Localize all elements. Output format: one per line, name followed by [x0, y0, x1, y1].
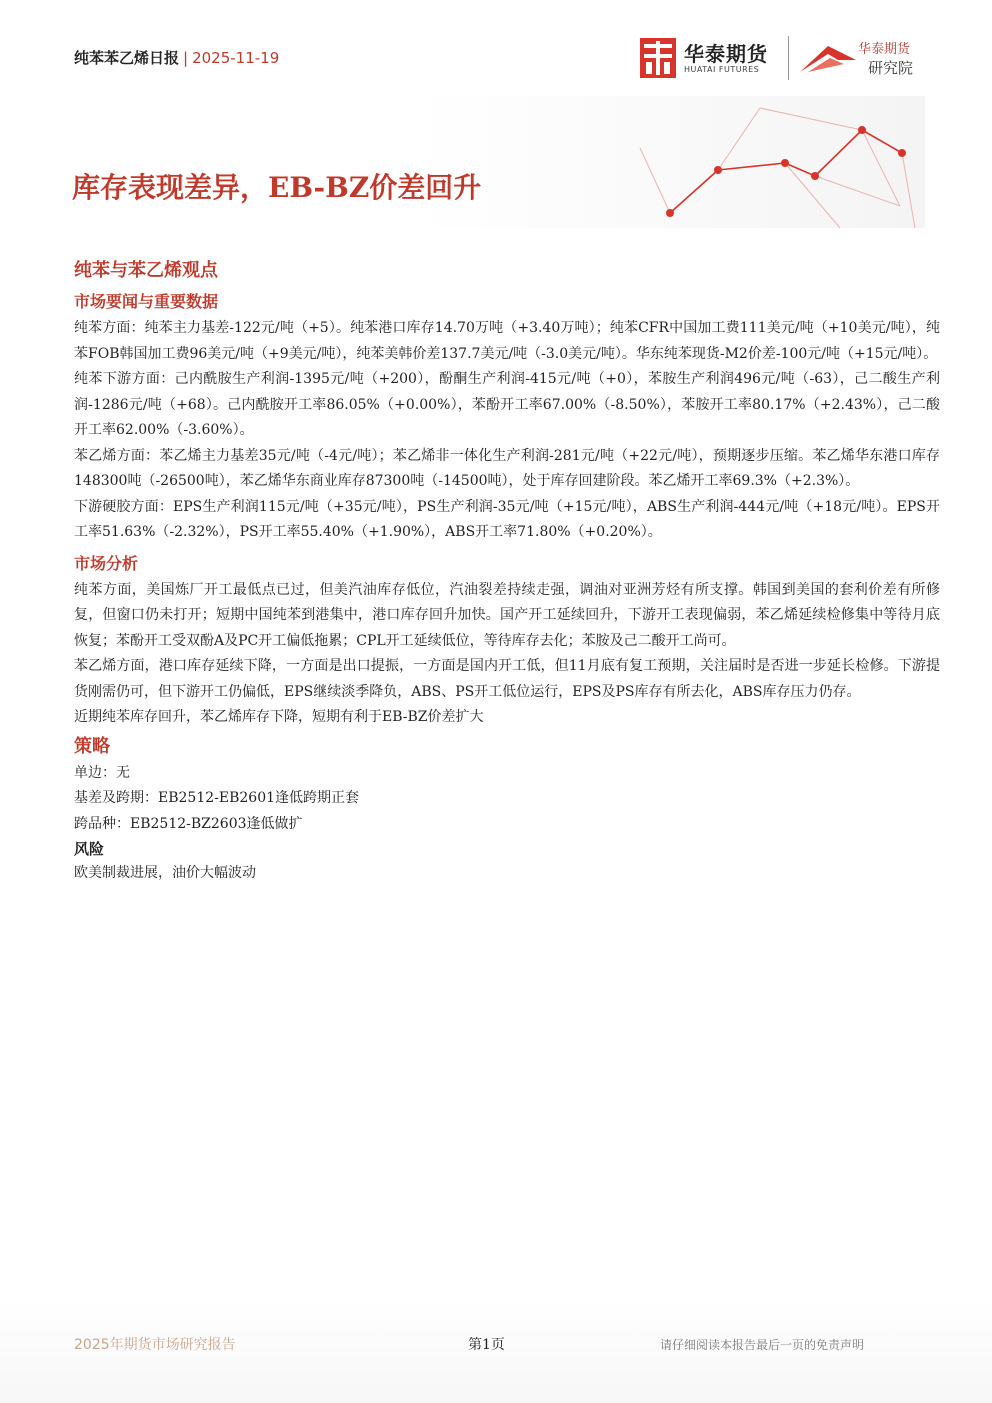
report-name: 纯苯苯乙烯日报 — [74, 49, 180, 67]
strategy-item: 跨品种：EB2512-BZ2603逢低做扩 — [74, 815, 303, 832]
strategy-item: 基差及跨期：EB2512-EB2601逢低跨期正套 — [74, 790, 360, 806]
company-logo — [640, 36, 930, 82]
market-news-paragraph: 苯乙烯方面：苯乙烯主力基差35元/吨（-4元/吨）；苯乙烯非一体化生产利润-281元/吨（+22元/吨），预期逐步压缩。苯乙烯华东港口库存148300吨（-26500吨），苯乙烯华东商业库存87300吨（-14500吨），处于库存回建阶段。苯乙烯开工率69.3%（+2.3%）。 — [74, 447, 940, 489]
logo-divider — [788, 36, 789, 80]
page-number: 第1页 — [468, 1337, 505, 1353]
report-body — [74, 258, 940, 887]
report-date: 2025-11-19 — [192, 49, 280, 67]
footer-report-label: 2025年期货市场研究报告 — [74, 1337, 236, 1353]
logo-chinese-name: 华泰期货 — [684, 42, 768, 66]
risk-heading: 风险 — [74, 840, 105, 858]
market-analysis-paragraph: 苯乙烯方面，港口库存延续下降，一方面是出口提振，一方面是国内开工低，但11月底有复工预期，关注届时是否进一步延长检修。下游提货刚需仍可，但下游开工仍偏低，EPS继续淡季降负，ABS、PS开工低位运行，EPS及PS库存有所去化，ABS库存压力仍存。 — [74, 658, 940, 700]
footer-disclaimer: 请仔细阅读本报告最后一页的免责声明 — [660, 1338, 865, 1352]
strategy-heading: 策略 — [74, 735, 110, 757]
market-news-paragraph: 纯苯下游方面：己内酰胺生产利润-1395元/吨（+200），酚酮生产利润-415元/吨（+0），苯胺生产利润496元/吨（-63），己二酸生产利润-1286元/吨（+68）。己内酰胺开工率86.05%（+0.00%），苯酚开工率67.00%（-8.50%），苯胺开工率80.17%（+2.43%），己二酸开工率62.00%（-3.60%）。 — [74, 371, 940, 438]
market-news-paragraph: 下游硬胶方面：EPS生产利润115元/吨（+35元/吨），PS生产利润-35元/吨（+15元/吨），ABS生产利润-444元/吨（+18元/吨）。EPS开工率51.63%（-2.32%），PS开工率55.40%（+1.90%），ABS开工率71.80%（+0.20%）。 — [74, 498, 940, 540]
header-separator: | — [183, 49, 189, 67]
market-analysis-paragraph: 纯苯方面，美国炼厂开工最低点已过，但美汽油库存低位，汽油裂差持续走强，调油对亚洲芳烃有所支撑。韩国到美国的套利价差有所修复，但窗口仍未打开；短期中国纯苯到港集中，港口库存回升加快。国产开工延续回升，下游开工表现偏弱，苯乙烯延续检修集中等待月底恢复；苯酚开工受双酚A及PC开工偏低拖累；CPL开工延续低位，等待库存去化；苯胺及己二酸开工尚可。 — [74, 581, 940, 649]
header-report-info — [74, 47, 279, 68]
network-graphic — [600, 88, 930, 233]
risk-text: 欧美制裁进展，油价大幅波动 — [74, 865, 256, 881]
market-analysis-heading: 市场分析 — [74, 553, 139, 573]
section-title: 纯苯与苯乙烯观点 — [74, 260, 218, 281]
institute-logo-icon — [798, 40, 858, 76]
huatai-logo-icon — [640, 38, 676, 78]
strategy-item: 单边：无 — [74, 764, 130, 781]
market-news-paragraph: 纯苯方面：纯苯主力基差-122元/吨（+5）。纯苯港口库存14.70万吨（+3.40万吨）；纯苯CFR中国加工费111美元/吨（+10美元/吨），纯苯FOB韩国加工费96美元/吨（+9美元/吨），纯苯美韩价差137.7美元/吨（-3.0美元/吨）。华东纯苯现货-M2价差-100元/吨（+15元/吨）。 — [74, 320, 940, 362]
institute-name-line1: 华泰期货 — [858, 42, 911, 57]
logo-english-name: HUATAI FUTURES — [684, 65, 760, 74]
market-analysis-paragraph: 近期纯苯库存回升，苯乙烯库存下降，短期有利于EB-BZ价差扩大 — [74, 709, 484, 725]
market-news-heading: 市场要闻与重要数据 — [74, 292, 219, 311]
institute-name-line2: 研究院 — [868, 59, 914, 77]
report-title: 库存表现差异，EB-BZ价差回升 — [72, 171, 482, 204]
